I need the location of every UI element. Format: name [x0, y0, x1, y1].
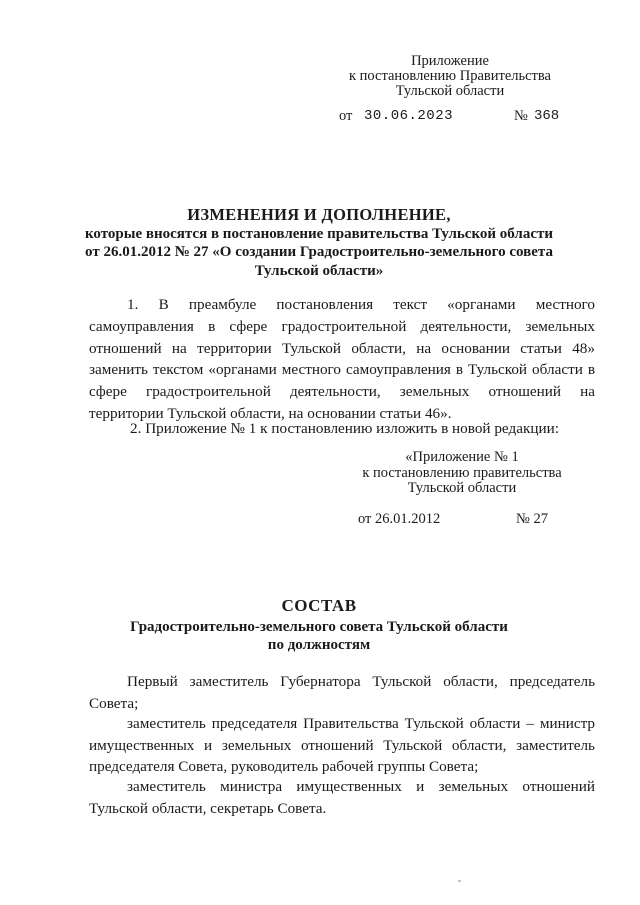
title-line-4: Тульской области» [254, 262, 384, 279]
appendix-header [330, 54, 570, 99]
member-item: заместитель министра имущественных и земельных отношений Тульской области, секретарь Совета. [89, 778, 595, 817]
paragraph-1: 1. В преамбуле постановления текст «органами местного самоуправления в сфере градостроительной деятельности, земельных отношений на территории Тульской области, на основании статьи 48» заменить текстом «органами местного самоуправления в Тульской области в сфере градостроительной деятельности, земельных отношений на территории Тульской области, на основании статьи 46». [89, 296, 595, 422]
composition-subtitle-1: Градостроительно-земельного совета Тульской области [130, 618, 508, 635]
quoted-appendix-line-1: «Приложение № 1 [405, 449, 519, 465]
composition-title: СОСТАВ [281, 596, 357, 615]
composition-title-block [80, 597, 558, 655]
quoted-appendix-line-2: к постановлению правительства [362, 464, 562, 481]
resolution-date: 30.06.2023 [364, 108, 454, 124]
member-item: заместитель председателя Правительства Тульской области – министр имущественных и земельных отношений Тульской области, заместитель председателя Совета, руководитель рабочей группы Совета; [89, 715, 595, 776]
quoted-appendix-number: № 27 [516, 511, 548, 527]
quoted-appendix-header [352, 450, 572, 497]
resolution-number: 368 [534, 108, 560, 124]
appendix-line-1: Приложение [411, 53, 489, 69]
appendix-line-2: к постановлению Правительства [349, 68, 551, 84]
quoted-appendix-date: от 26.01.2012 [358, 511, 441, 527]
title-line-2: которые вносятся в постановление правительства Тульской области [84, 225, 554, 242]
paragraph-2: 2. Приложение № 1 к постановлению изложить в новой редакции: [130, 420, 559, 437]
number-label: № [514, 108, 528, 124]
document-title [80, 206, 558, 280]
member-item: Первый заместитель Губернатора Тульской области, председатель Совета; [89, 673, 595, 712]
title-line-3: от 26.01.2012 № 27 «О создании Градостроительно-земельного совета [85, 244, 553, 260]
date-prefix: от [339, 108, 353, 124]
scan-speck [458, 880, 461, 882]
quoted-appendix-line-3: Тульской области [407, 480, 517, 496]
title-line-1: ИЗМЕНЕНИЯ И ДОПОЛНЕНИЕ, [187, 205, 451, 224]
composition-subtitle-2: по должностям [267, 637, 371, 653]
appendix-line-3: Тульской области [395, 83, 505, 99]
